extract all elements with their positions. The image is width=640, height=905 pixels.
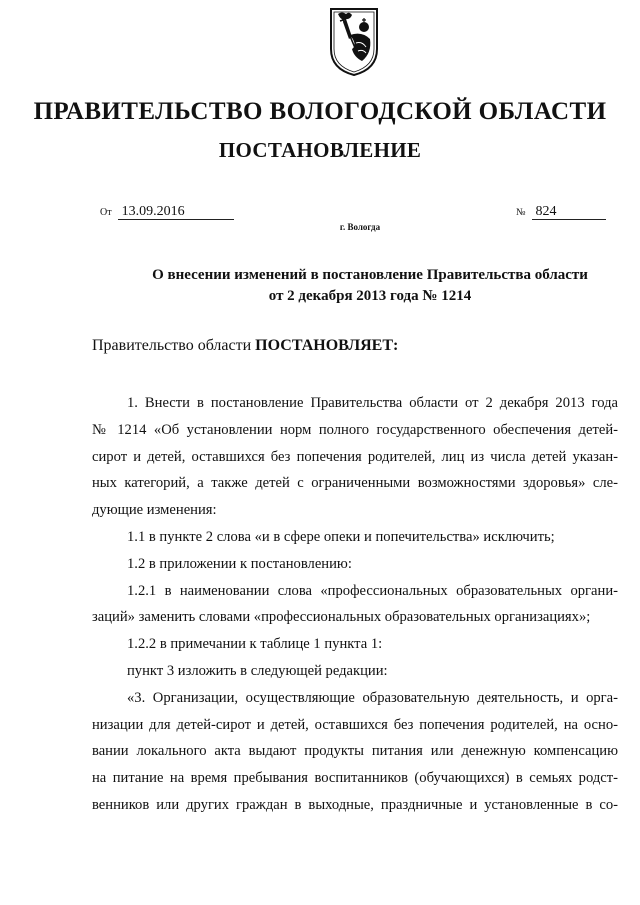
body-line: 1.2 в приложении к постановлению: [127,555,352,572]
preamble [92,337,398,355]
organization-title: ПРАВИТЕЛЬСТВО ВОЛОГОДСКОЙ ОБЛАСТИ [33,98,607,125]
document-type-title: ПОСТАНОВЛЕНИЕ [218,138,422,162]
body-line: венников или других граждан в выходные, праздничные и установленные в со- [92,796,618,813]
preamble-text: Правительство области [92,337,256,354]
body-line: 1.2.1 в наименовании слова «профессиональных образовательных органи- [127,582,618,599]
body-line: сирот и детей, оставшихся без попечения родителей, лиц из числа детей указан- [92,448,618,465]
body-line: на питание на время пребывания воспитанников (обучающихся) в семьях родст- [92,770,618,787]
subject-line: от 2 декабря 2013 года № 1214 [268,288,472,304]
body-line: заций» заменить словами «профессиональных образовательных организациях»; [92,609,591,626]
document-number [516,203,606,220]
body-line: № 1214 «Об установлении норм полного государственного обеспечения детей- [92,421,618,438]
subject-line: О внесении изменений в постановление Правительства области [152,267,588,283]
document-body [92,390,618,819]
body-line: ных категорий, а также детей с ограниченными возможностями здоровья» сле- [92,475,618,492]
body-line: пункт 3 изложить в следующей редакции: [127,662,388,679]
body-line: «3. Организации, осуществляющие образовательную деятельность, и орга- [127,689,618,706]
body-line: низации для детей-сирот и детей, оставшихся без попечения родителей, на осно- [92,716,618,733]
date-value: 13.09.2016 [118,204,234,220]
body-line: дующие изменения: [92,502,217,519]
body-line: 1.2.2 в примечании к таблице 1 пункта 1: [127,636,383,653]
body-line: 1. Внести в постановление Правительства области от 2 декабря 2013 года [127,395,618,411]
city-label: г. Вологда [339,222,381,232]
body-line: 1.1 в пункте 2 слова «и в сфере опеки и попечительства» исключить; [127,528,555,545]
date-prefix: От [100,207,112,218]
document-subject [100,265,640,307]
number-prefix: № [516,207,526,218]
number-value: 824 [532,204,606,220]
coat-of-arms-icon [328,5,380,77]
body-line: вании локального акта выдают продукты питания или денежную компенсацию [92,743,618,760]
preamble-decree-word: ПОСТАНОВЛЯЕТ: [255,337,399,354]
document-date [100,203,234,220]
